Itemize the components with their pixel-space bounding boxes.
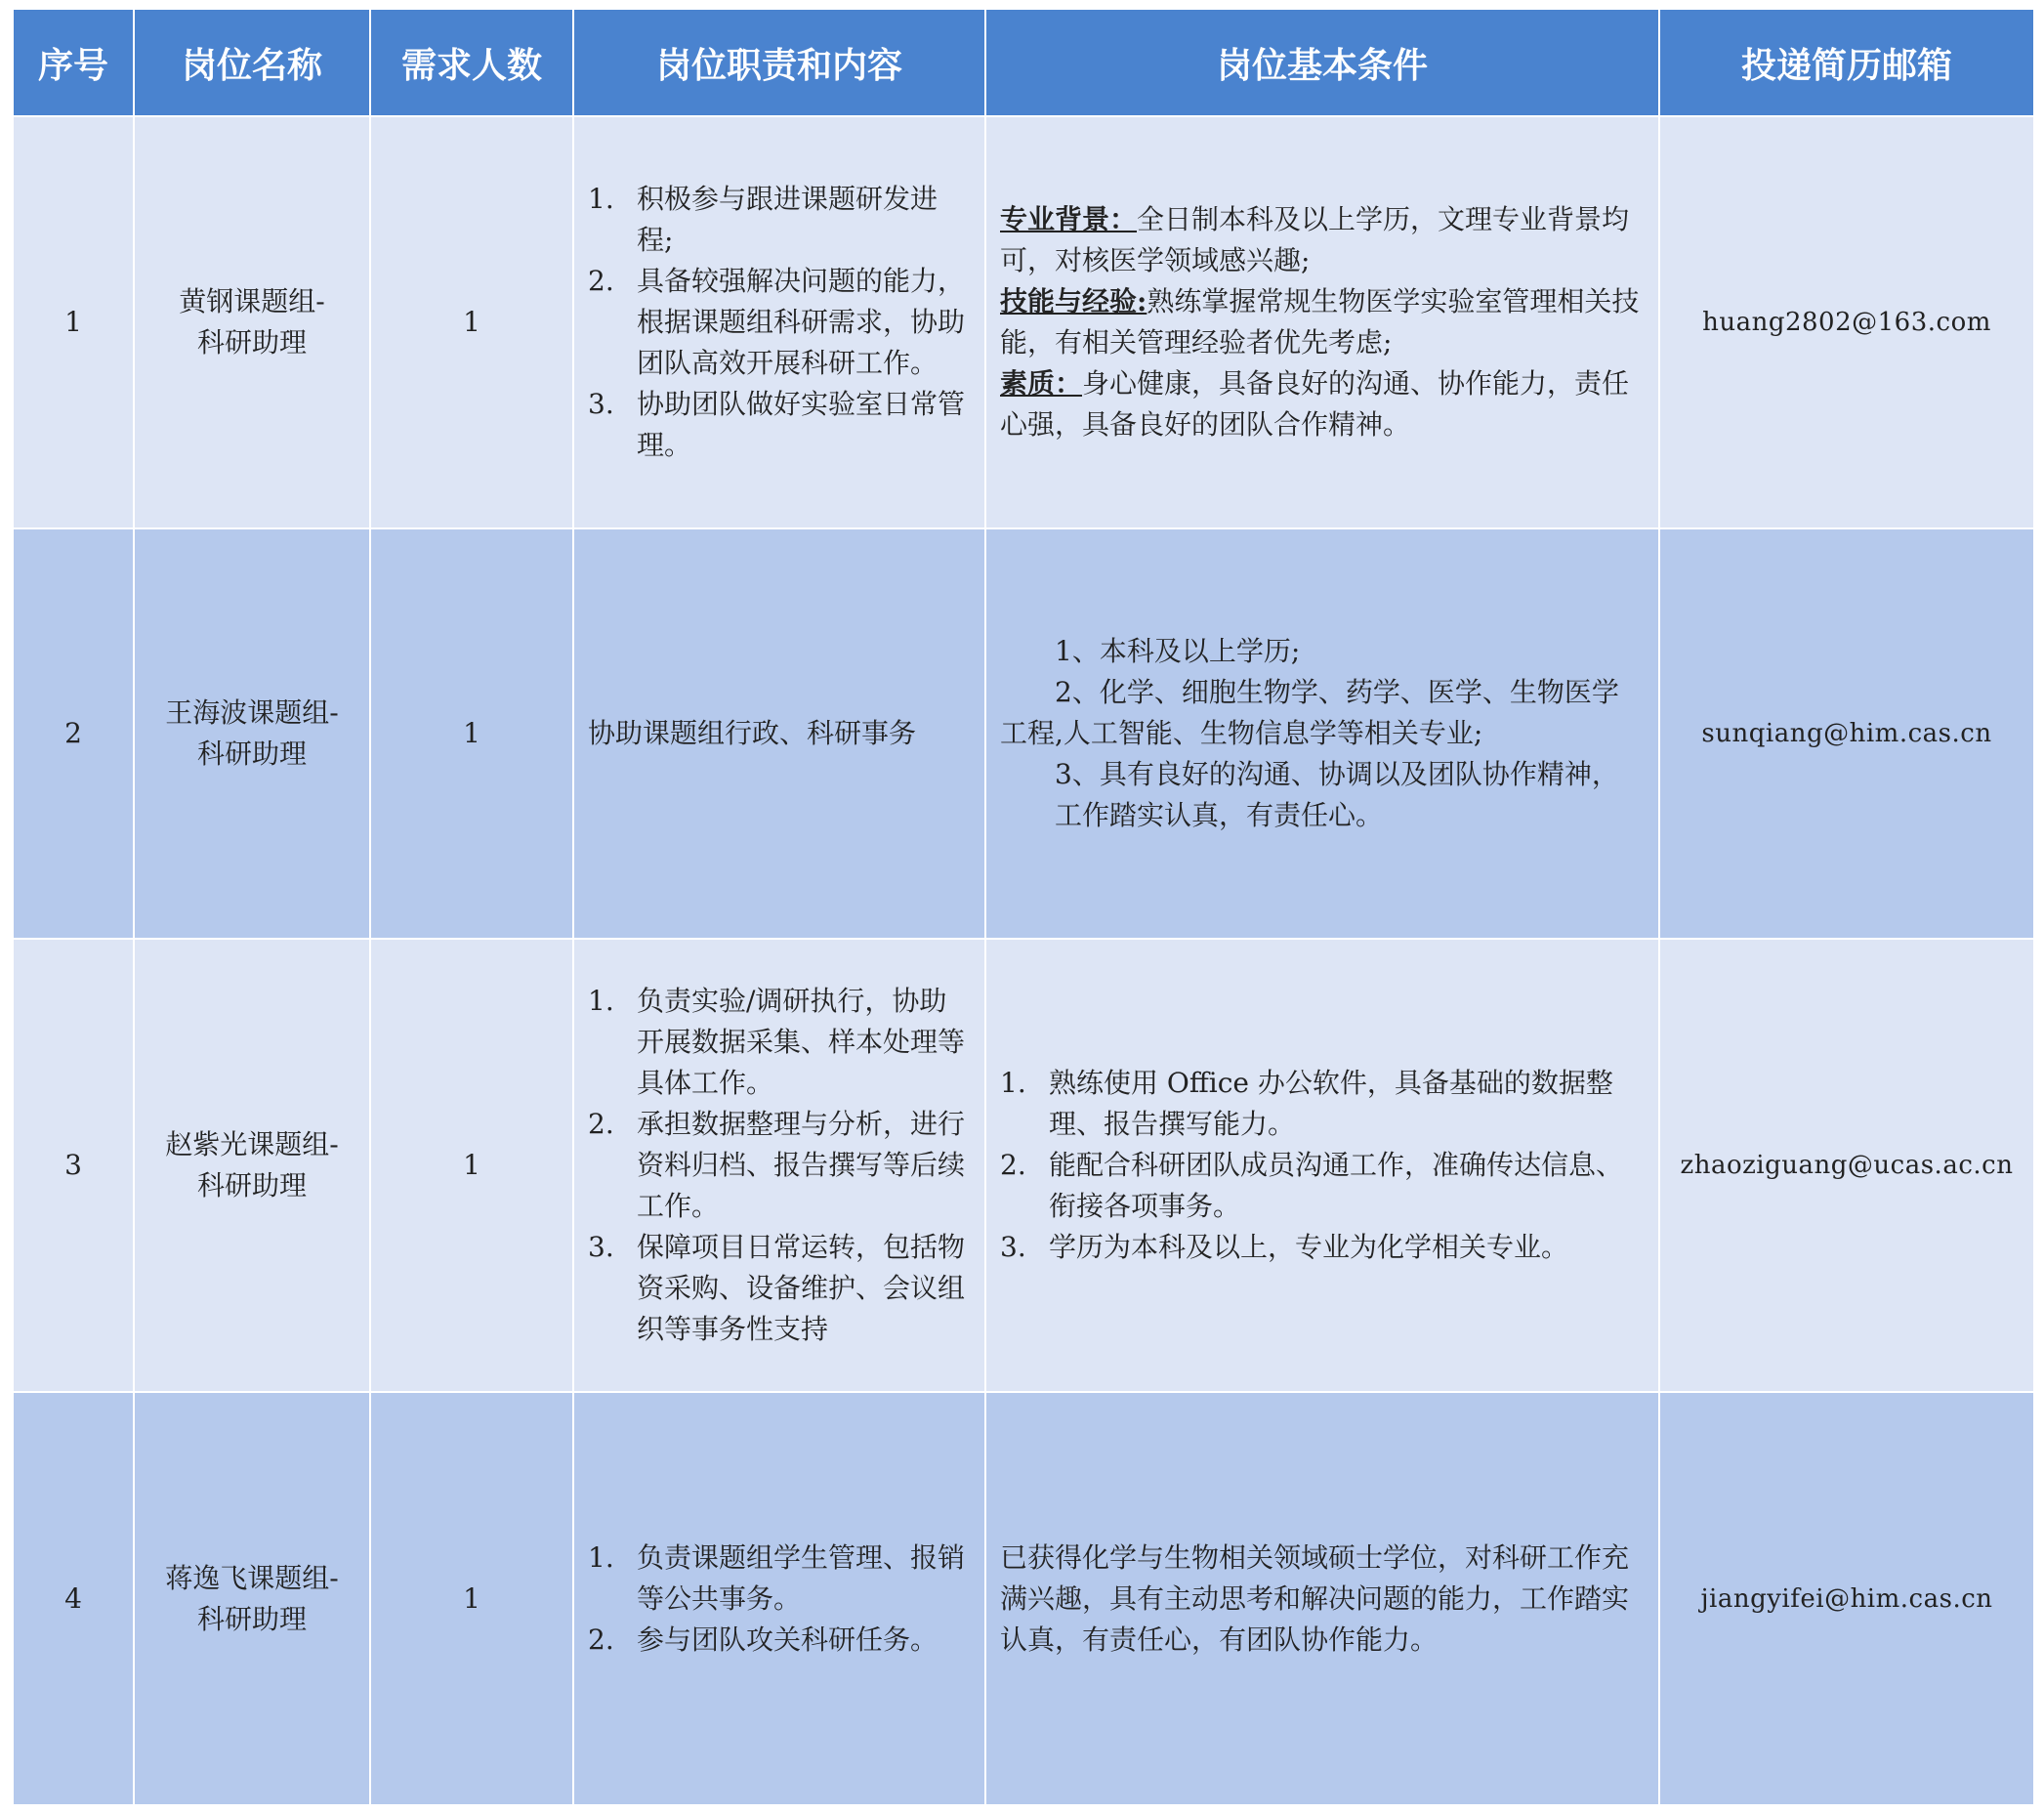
requirement-item: 1、本科及以上学历; <box>1055 635 1301 667</box>
requirement-item: 技能与经验:熟练掌握常规生物医学实验室管理相关技能，有相关管理经验者优先考虑; <box>1000 285 1640 358</box>
list-item: 3. 保障项目日常运转，包括物资采购、设备维护、会议组织等事务性支持 <box>588 1231 966 1345</box>
duties-cell: 协助课题组行政、科研事务 <box>573 528 985 939</box>
header-duties: 岗位职责和内容 <box>573 9 985 116</box>
list-item: 2. 具备较强解决问题的能力，根据课题组科研需求，协助团队高效开展科研工作。 <box>588 265 966 379</box>
header-requirements: 岗位基本条件 <box>985 9 1659 116</box>
duties-list <box>588 179 971 466</box>
position-name-line: 蒋逸飞课题组- <box>165 1561 339 1594</box>
email-link[interactable]: zhaoziguang@ucas.ac.cn <box>1659 939 2034 1392</box>
recruitment-table <box>12 8 2035 1806</box>
table-row <box>13 939 2034 1392</box>
list-item: 1. 负责课题组学生管理、报销等公共事务。 <box>588 1540 966 1615</box>
headcount: 1 <box>370 939 573 1392</box>
table-row <box>13 116 2034 528</box>
list-item: 1. 负责实验/调研执行，协助开展数据采集、样本处理等具体工作。 <box>588 985 966 1099</box>
headcount: 1 <box>370 528 573 939</box>
requirements-cell <box>985 528 1659 939</box>
header-row <box>13 9 2034 116</box>
header-email: 投递简历邮箱 <box>1659 9 2034 116</box>
requirement-item: 专业背景：全日制本科及以上学历，文理专业背景均可，对核医学领域感兴趣; <box>1000 203 1630 276</box>
requirements-cell <box>985 939 1659 1392</box>
requirement-item: 素质：身心健康，具备良好的沟通、协作能力，责任心强，具备良好的团队合作精神。 <box>1000 367 1630 441</box>
list-item: 3. 学历为本科及以上，专业为化学相关专业。 <box>1000 1231 1569 1263</box>
position-name-line: 科研助理 <box>196 738 307 770</box>
position-name <box>134 1392 370 1805</box>
position-name-line: 赵紫光课题组- <box>165 1128 339 1160</box>
email-link[interactable]: jiangyifei@him.cas.cn <box>1659 1392 2034 1805</box>
position-name-line: 科研助理 <box>196 1602 307 1635</box>
row-no: 3 <box>13 939 134 1392</box>
position-name <box>134 528 370 939</box>
position-name <box>134 116 370 528</box>
email-link[interactable]: sunqiang@him.cas.cn <box>1659 528 2034 939</box>
list-item: 2. 参与团队攻关科研任务。 <box>588 1623 939 1656</box>
header-headcount: 需求人数 <box>370 9 573 116</box>
email-link[interactable]: huang2802@163.com <box>1659 116 2034 528</box>
position-name-line: 科研助理 <box>196 1169 307 1202</box>
requirements-cell <box>985 116 1659 528</box>
headcount: 1 <box>370 116 573 528</box>
header-position-name: 岗位名称 <box>134 9 370 116</box>
row-no: 1 <box>13 116 134 528</box>
position-name-line: 科研助理 <box>196 326 307 358</box>
duties-list <box>588 981 971 1350</box>
list-item: 1. 熟练使用 Office 办公软件，具备基础的数据整理、报告撰写能力。 <box>1000 1067 1613 1140</box>
duties-list <box>588 1538 971 1661</box>
position-name-line: 黄钢课题组- <box>179 285 325 317</box>
header-no: 序号 <box>13 9 134 116</box>
requirements-list <box>1000 1063 1645 1268</box>
duties-cell <box>573 116 985 528</box>
list-item: 2. 承担数据整理与分析，进行资料归档、报告撰写等后续工作。 <box>588 1108 966 1222</box>
list-item: 1. 积极参与跟进课题研发进程; <box>588 183 939 256</box>
table-row <box>13 1392 2034 1805</box>
position-name-line: 王海波课题组- <box>165 696 339 729</box>
position-name <box>134 939 370 1392</box>
headcount: 1 <box>370 1392 573 1805</box>
table-row <box>13 528 2034 939</box>
row-no: 4 <box>13 1392 134 1805</box>
row-no: 2 <box>13 528 134 939</box>
duties-cell <box>573 1392 985 1805</box>
requirement-item: 3、具有良好的沟通、协调以及团队协作精神，工作踏实认真，有责任心。 <box>1055 758 1619 831</box>
requirements-cell: 已获得化学与生物相关领域硕士学位，对科研工作充满兴趣，具有主动思考和解决问题的能力，工作踏实认真，有责任心，有团队协作能力。 <box>985 1392 1659 1805</box>
list-item: 3. 协助团队做好实验室日常管理。 <box>588 388 966 461</box>
requirement-item: 2、化学、细胞生物学、药学、医学、生物医学工程,人工智能、生物信息学等相关专业; <box>1000 676 1619 749</box>
list-item: 2. 能配合科研团队成员沟通工作，准确传达信息、衔接各项事务。 <box>1000 1149 1624 1222</box>
duties-cell <box>573 939 985 1392</box>
